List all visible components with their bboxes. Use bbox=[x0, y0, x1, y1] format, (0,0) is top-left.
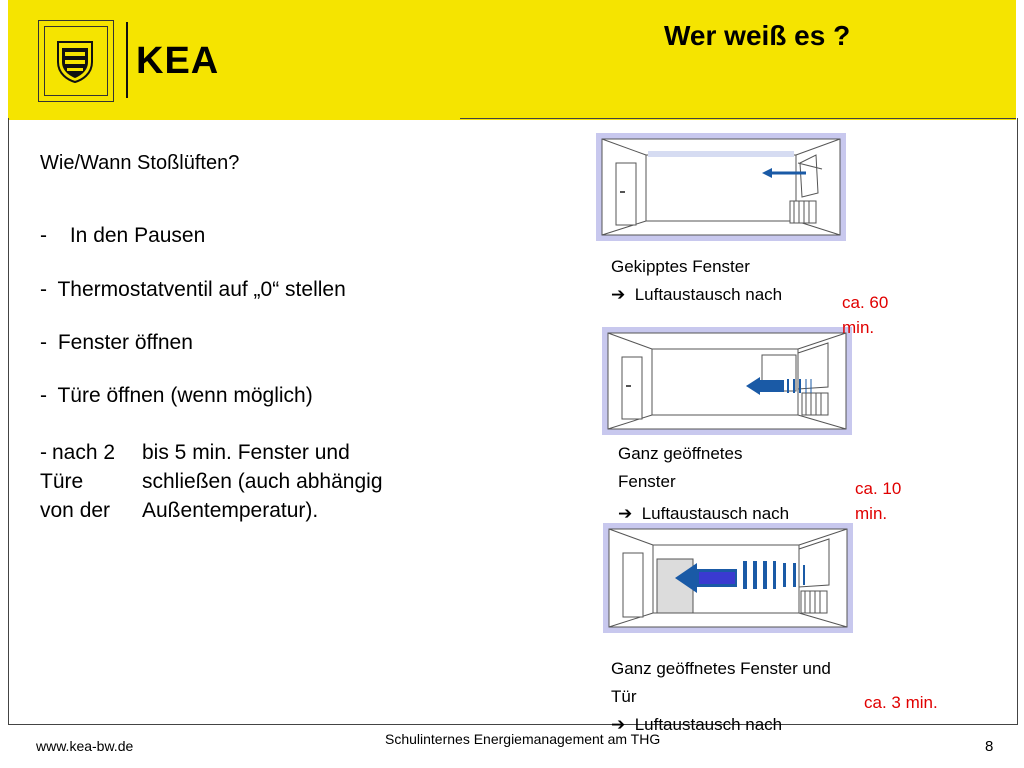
caption-line: Ganz geöffnetes bbox=[618, 444, 743, 463]
question-heading: Wie/Wann Stoßlüften? bbox=[40, 152, 240, 174]
bullet-text: Thermostatventil auf „0“ stellen bbox=[57, 278, 346, 301]
bullet-dash: - bbox=[40, 331, 47, 354]
caption-line: Ganz geöffnetes Fenster und bbox=[611, 659, 831, 678]
footer-url: www.kea-bw.de bbox=[36, 738, 134, 754]
time-line: ca. 3 min. bbox=[864, 693, 938, 712]
bullet-dash: - bbox=[40, 224, 47, 247]
bullet-dash: - bbox=[40, 441, 47, 464]
frame-top-line bbox=[460, 118, 1016, 119]
footer-center-text: Schulinternes Energiemanagement am THG bbox=[385, 731, 661, 747]
arrow-right-icon: ➔ bbox=[618, 504, 633, 523]
arrow-right-icon: ➔ bbox=[611, 285, 626, 304]
logo-text: KEA bbox=[136, 40, 220, 82]
time-line: ca. 60 bbox=[842, 293, 889, 312]
bullet-fenster bbox=[40, 331, 193, 355]
time-line: min. bbox=[855, 504, 888, 523]
bullet-schliessen bbox=[40, 438, 383, 525]
time-open-window bbox=[855, 476, 901, 526]
caption-line: Gekipptes Fenster bbox=[611, 257, 750, 276]
slide-title: Wer weiß es ? bbox=[664, 20, 851, 51]
room-window-door-illustration bbox=[603, 523, 853, 633]
page-number: 8 bbox=[985, 738, 994, 755]
bullet-dash: - bbox=[40, 278, 47, 301]
arrow-right-icon: ➔ bbox=[611, 715, 626, 734]
caption-tilted bbox=[611, 253, 782, 309]
time-line: ca. 10 bbox=[855, 479, 902, 498]
coat-of-arms-icon bbox=[52, 38, 98, 84]
bullet-text: Türe bbox=[40, 470, 84, 493]
caption-open-window bbox=[618, 440, 789, 528]
caption-line: ➔ Luftaustausch nach bbox=[611, 285, 783, 304]
bullet-text: nach 2 bbox=[52, 441, 116, 464]
logo-divider bbox=[126, 22, 128, 98]
room-tilted-window-illustration bbox=[596, 133, 846, 241]
bullet-dash: - bbox=[40, 384, 47, 407]
bullet-text: Fenster öffnen bbox=[57, 331, 193, 354]
bullet-text: In den Pausen bbox=[69, 224, 206, 247]
bullet-text: schließen (auch abhängig bbox=[142, 470, 383, 493]
bullet-text: von der bbox=[40, 499, 111, 522]
caption-line: ➔ Luftaustausch nach bbox=[611, 715, 783, 734]
time-window-door bbox=[864, 690, 938, 715]
bullet-tuere bbox=[40, 384, 313, 408]
time-line: min. bbox=[842, 318, 875, 337]
caption-line: ➔ Luftaustausch nach bbox=[618, 504, 790, 523]
bullet-pausen bbox=[40, 224, 205, 248]
room-open-window-illustration bbox=[602, 327, 852, 435]
time-tilted bbox=[842, 290, 888, 340]
bullet-text: Außentemperatur). bbox=[142, 499, 319, 522]
caption-line: Tür bbox=[611, 687, 637, 706]
caption-line: Fenster bbox=[618, 472, 676, 491]
content-frame bbox=[8, 118, 1018, 725]
bullet-text: Türe öffnen (wenn möglich) bbox=[57, 384, 313, 407]
bullet-text: bis 5 min. Fenster und bbox=[142, 441, 350, 464]
caption-window-door bbox=[611, 655, 831, 739]
bullet-thermostat bbox=[40, 278, 346, 302]
